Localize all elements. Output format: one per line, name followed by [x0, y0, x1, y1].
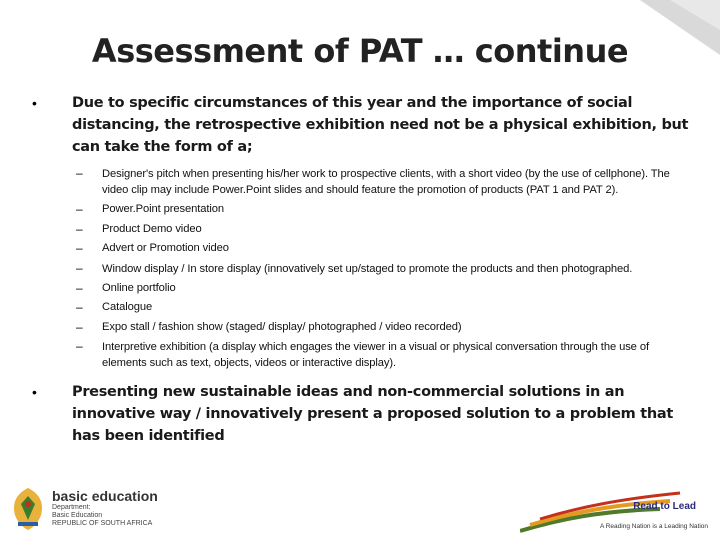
sub-item-text: Advert or Promotion video [102, 242, 229, 254]
bullet-text-2: Presenting new sustainable ideas and non-commercial solutions in an innovative way / innovatively present a proposed solution to a problem that has been identified [72, 384, 673, 444]
sub-item-text: Expo stall / fashion show (staged/ display/ photographed / video recorded) [102, 320, 462, 333]
sub-item-text: Window display / In store display (innovatively set up/staged to promote the products and then photographed. [102, 262, 633, 275]
bullet-item [30, 381, 690, 447]
slide-content [30, 92, 690, 447]
dash-marker: – [76, 280, 83, 295]
sub-list-item [76, 220, 690, 240]
read-to-lead-title: Read to Lead [633, 501, 696, 512]
dash-marker: – [76, 166, 83, 180]
dbe-line: Basic Education [52, 512, 103, 519]
bullet-text-1: Due to specific circumstances of this year and the importance of social distancing, the retrospective exhibition need not be a physical exhibition, but can take the form of a; [72, 95, 689, 155]
dbe-text-block [52, 488, 158, 528]
dash-marker: – [76, 221, 83, 236]
bullet-marker: • [32, 384, 37, 400]
sub-list-item [76, 318, 690, 338]
sub-list-item [76, 337, 690, 373]
sub-item-text: Product Demo video [102, 222, 202, 235]
dash-marker: – [76, 339, 83, 353]
dbe-line: Department: [52, 504, 91, 511]
bullet-item [30, 92, 690, 158]
sub-item-text: Online portfolio [102, 281, 176, 294]
sub-list [76, 164, 690, 373]
coat-of-arms-icon [8, 484, 48, 532]
sub-item-text: Catalogue [102, 301, 153, 313]
dbe-brand-name: basic education [52, 488, 158, 504]
footer [0, 480, 720, 540]
dbe-logo [8, 484, 158, 532]
sub-item-text: Interpretive exhibition (a display which engages the viewer in a visual or physical conversation through the use of elements such as text, objects, videos or interactive display). [102, 341, 649, 369]
dash-marker: – [76, 260, 83, 275]
read-to-lead-tagline: A Reading Nation is a Leading Nation [599, 523, 708, 530]
slide-title: Assessment of PAT … continue [91, 32, 629, 70]
sub-list-item [76, 298, 690, 318]
dash-marker: – [76, 300, 83, 314]
sub-item-text: Designer's pitch when presenting his/her work to prospective clients, with a short video (by the use of cellphone). The video clip may include Power.Point slides and should feature the promotion of products (PAT 1 and PAT 2). [102, 168, 670, 196]
dbe-line: REPUBLIC OF SOUTH AFRICA [52, 520, 153, 527]
dash-marker: – [76, 202, 83, 216]
sub-list-item [76, 259, 690, 279]
dash-marker: – [76, 241, 83, 255]
sub-list-item [76, 164, 690, 200]
dash-marker: – [76, 319, 83, 334]
sub-list-item [76, 239, 690, 259]
sub-list-item [76, 279, 690, 299]
bullet-marker: • [32, 95, 37, 111]
sub-list-item [76, 200, 690, 220]
sub-item-text: Power.Point presentation [102, 203, 224, 215]
